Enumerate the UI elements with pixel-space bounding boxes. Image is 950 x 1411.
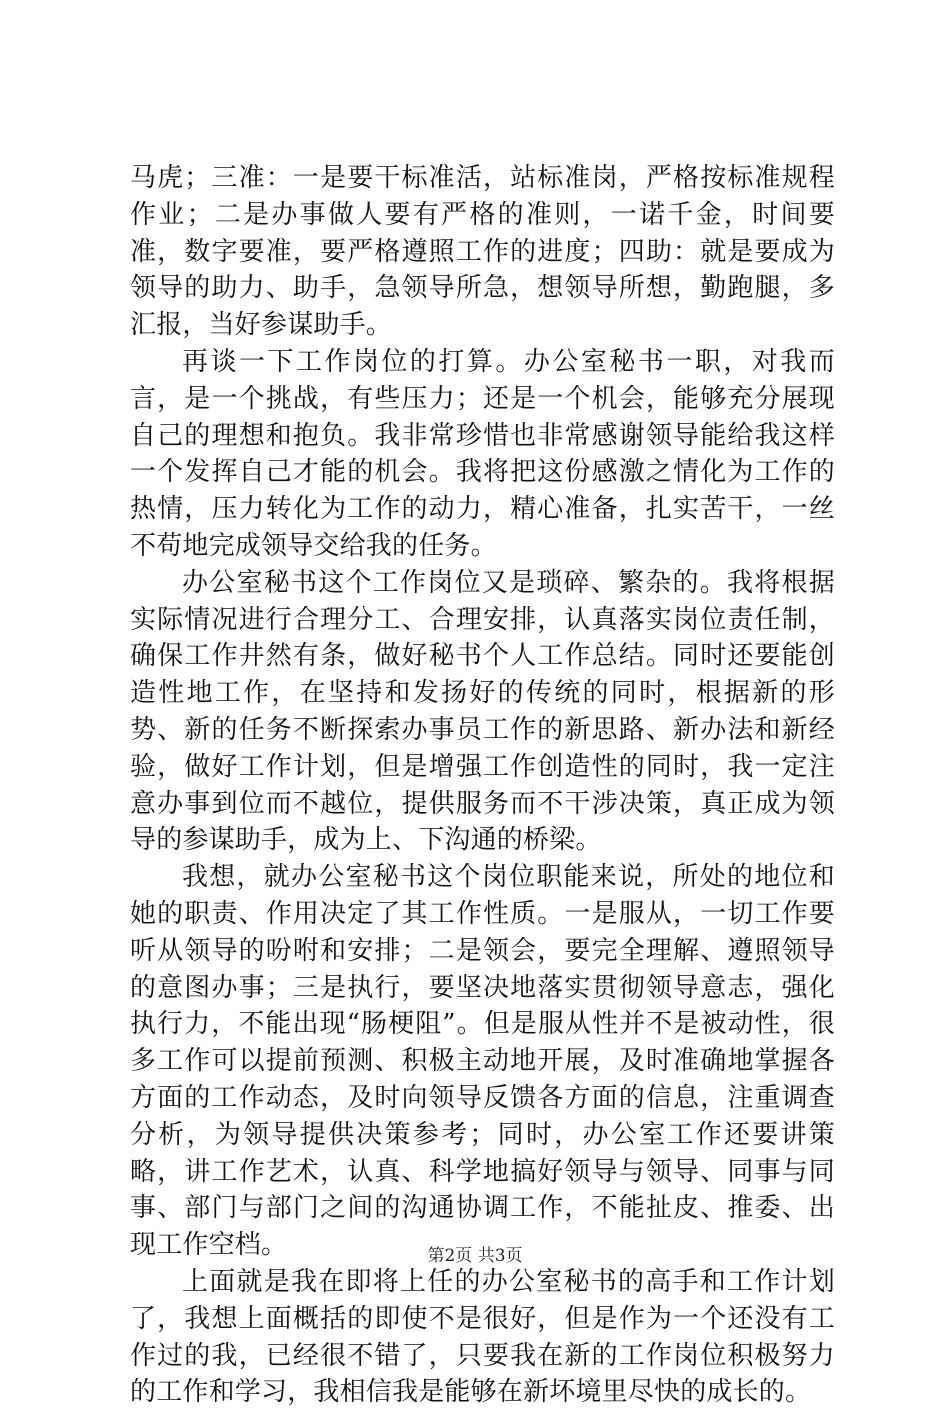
page-footer bbox=[0, 1246, 950, 1266]
paragraph-job-plan: 再谈一下工作岗位的打算。办公室秘书一职，对我而言，是一个挑战，有些压力；还是一个机会，能够充分展现自己的理想和抱负。我非常珍惜也非常感谢领导能给我这样一个发挥自己才能的机会。我将把这份感激之情化为工作的热情，压力转化为工作的动力，精心准备，扎实苦干，一丝不苟地完成领导交给我的任务。 bbox=[130, 346, 835, 561]
paragraph-job-duties: 办公室秘书这个工作岗位又是琐碎、繁杂的。我将根据实际情况进行合理分工、合理安排，认真落实岗位责任制，确保工作井然有条，做好秘书个人工作总结。同时还要能创造性地工作，在坚持和发扬好的传统的同时，根据新的形势、新的任务不断探索办事员工作的新思路、新办法和新经验，做好工作计划，但是增强工作创造性的同时，我一定注意办事到位而不越位，提供服务而不干涉决策，真正成为领导的参谋助手，成为上、下沟通的桥梁。 bbox=[130, 567, 835, 856]
paragraph-conclusion: 上面就是我在即将上任的办公室秘书的高手和工作计划了，我想上面概括的即使不是很好，但是作为一个还没有工作过的我，已经很不错了，只要我在新的工作岗位积极努力的工作和学习，我相信我是能够在新坏境里尽快的成长的。 bbox=[130, 1266, 835, 1408]
paragraph-continuation: 马虎；三准：一是要干标准活，站标准岗，严格按标准规程作业；二是办事做人要有严格的准则，一诺千金，时间要准，数字要准，要严格遵照工作的进度；四助：就是要成为领导的助力、助手，急领导所急，想领导所想，勤跑腿，多汇报，当好参谋助手。 bbox=[130, 163, 835, 341]
page-number: 第2页 共3页 bbox=[427, 1246, 523, 1266]
paragraph-job-nature: 我想，就办公室秘书这个岗位职能来说，所处的地位和她的职责、作用决定了其工作性质。一是服从，一切工作要听从领导的吩咐和安排；二是领会，要完全理解、遵照领导的意图办事；三是执行，要坚决地落实贯彻领导意志，强化执行力，不能出现“肠梗阻”。但是服从性并不是被动性，很多工作可以提前预测、积极主动地开展，及时准确地掌握各方面的工作动态，及时向领导反馈各方面的信息，注重调查分析，为领导提供决策参考；同时，办公室工作还要讲策略，讲工作艺术，认真、科学地搞好领导与领导、同事与同事、部门与部门之间的沟通协调工作，不能扯皮、推委、出现工作空档。 bbox=[130, 862, 835, 1261]
document-body bbox=[130, 160, 835, 1411]
